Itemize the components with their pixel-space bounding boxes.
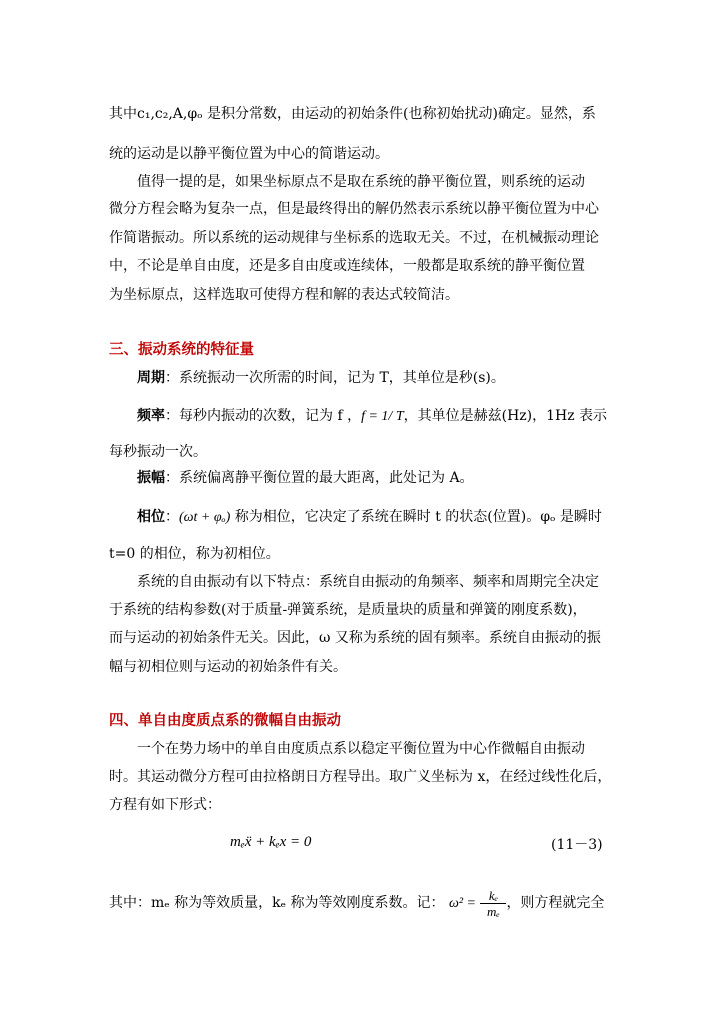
phase-text-3: φₒ 是瞬时	[540, 509, 602, 525]
amplitude-definition	[137, 468, 474, 488]
paragraph-line: 系统的自由振动有以下特点：系统自由振动的角频率、频率和周期完全决定	[137, 574, 599, 590]
paragraph-line: 作简谐振动。所以系统的运动规律与坐标系的选取无关。不过，在机械振动理论	[109, 230, 599, 246]
fraction-ke-over-me	[480, 888, 506, 919]
frequency-formula: f = 1/ T	[361, 409, 404, 424]
paragraph-line: 一个在势力场中的单自由度质点系以稳定平衡位置为中心作微幅自由振动	[137, 741, 585, 757]
section-heading: 三、振动系统的特征量	[109, 342, 254, 358]
fraction-numerator: kₑ	[488, 887, 499, 903]
term-period: 周期	[137, 370, 165, 386]
paragraph-line: 为坐标原点，这样选取可使得方程和解的表达式较简洁。	[109, 287, 459, 303]
frequency-definition	[137, 406, 607, 427]
term-frequency: 频率	[137, 408, 165, 424]
frequency-text-2: ，其单位是赫兹(Hz)，1Hz 表示	[403, 408, 608, 424]
last-line	[109, 886, 604, 921]
frequency-text: ：每秒内振动的次数，记为 f ，	[165, 408, 362, 424]
paragraph-line: 方程有如下形式：	[109, 797, 221, 813]
paragraph-line: 值得一提的是，如果坐标原点不是取在系统的静平衡位置，则系统的运动	[137, 174, 585, 190]
phase-definition	[137, 507, 602, 528]
omega-squared: ω² =	[448, 896, 476, 911]
section-heading: 四、单自由度质点系的微幅自由振动	[109, 713, 341, 729]
equation: mₑẍ + kₑx = 0	[230, 834, 312, 850]
term-amplitude: 振幅	[137, 470, 165, 486]
fraction-denominator: mₑ	[487, 903, 500, 919]
last-text-2: ，则方程就完全	[506, 895, 605, 911]
paragraph-line: 时。其运动微分方程可由拉格朗日方程导出。取广义坐标为 x，在经过线性化后，	[109, 769, 612, 785]
paragraph-line: t=0 的相位，称为初相位。	[109, 546, 280, 562]
period-text: ：系统振动一次所需的时间，记为 T，其单位是秒(s)。	[165, 370, 505, 386]
amplitude-text: ：系统偏离静平衡位置的最大距离，此处记为 A。	[165, 470, 474, 486]
paragraph-line: 每秒振动一次。	[109, 444, 207, 460]
last-text: 其中：mₑ 称为等效质量，kₑ 称为等效刚度系数。记：	[109, 895, 445, 911]
phase-text-2: 称为相位，它决定了系统在瞬时 t 的状态(位置)。	[230, 509, 541, 525]
equation-number: (11－3)	[551, 837, 603, 853]
phase-formula: (ωt + φₒ)	[179, 510, 231, 525]
term-phase: 相位	[137, 509, 165, 525]
paragraph-line: 其中c₁,c₂,A,φₒ 是积分常数，由运动的初始条件(也称初始扰动)确定。显然，系	[109, 106, 596, 122]
paragraph-line: 而与运动的初始条件无关。因此，ω 又称为系统的固有频率。系统自由振动的振	[109, 630, 601, 646]
paragraph-line: 于系统的结构参数(对于质量-弹簧系统，是质量块的质量和弹簧的刚度系数)，	[109, 602, 587, 618]
period-definition	[137, 368, 505, 388]
paragraph-line: 微分方程会略为复杂一点，但是最终得出的解仍然表示系统以静平衡位置为中心	[109, 201, 599, 217]
paragraph-line: 统的运动是以静平衡位置为中心的简谐运动。	[109, 146, 389, 162]
paragraph-line: 幅与初相位则与运动的初始条件有关。	[109, 659, 347, 675]
paragraph-line: 中，不论是单自由度，还是多自由度或连续体，一般都是取系统的静平衡位置	[109, 258, 585, 274]
phase-text: ：	[165, 509, 179, 525]
